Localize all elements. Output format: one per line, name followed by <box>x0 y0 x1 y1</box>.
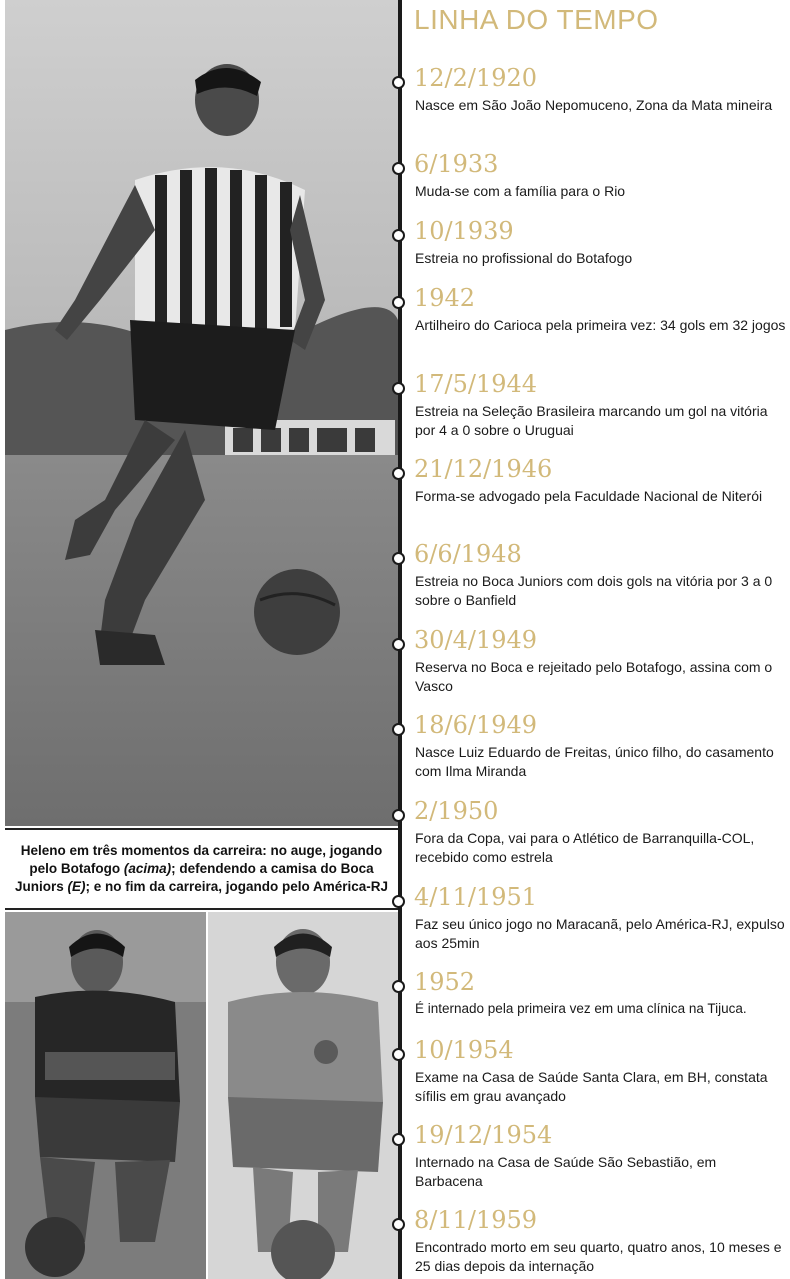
timeline-dot <box>392 809 405 822</box>
timeline-dot <box>392 895 405 908</box>
event-date: 6/1933 <box>414 150 499 178</box>
event-description: Estreia no Boca Juniors com dois gols na vitória por 3 a 0 sobre o Banfield <box>415 573 773 608</box>
event-date: 6/6/1948 <box>414 540 522 568</box>
timeline-dot <box>392 638 405 651</box>
event-description: Artilheiro do Carioca pela primeira vez: 34 gols em 32 jogos <box>415 317 786 333</box>
timeline-dot <box>392 382 405 395</box>
caption-text-5: ; e no fim da carreira, jogando pelo América-RJ <box>85 879 389 894</box>
timeline-title: LINHA DO TEMPO <box>414 4 659 35</box>
caption-text-3: ; defendendo a camisa do Boca Juniors <box>14 861 374 894</box>
event-description: Forma-se advogado pela Faculdade Nacional de Niterói <box>415 488 763 504</box>
event-description: É internado pela primeira vez em uma clínica na Tijuca. <box>415 1001 747 1016</box>
event-date: 4/11/1951 <box>414 883 538 911</box>
timeline-dot <box>392 1218 405 1231</box>
event-description: Faz seu único jogo no Maracanã, pelo América-RJ, expulso aos 25min <box>415 916 785 951</box>
caption-text-1: Heleno em três momentos da carreira: no auge, jogando pelo Botafogo <box>20 843 383 876</box>
event-description: Fora da Copa, vai para o Atlético de Barranquilla-COL, recebido como estrela <box>415 830 755 865</box>
event-description: Reserva no Boca e rejeitado pelo Botafogo, assina com o Vasco <box>415 659 773 694</box>
timeline-dot <box>392 162 405 175</box>
event-date: 1952 <box>414 968 476 996</box>
timeline-dot <box>392 723 405 736</box>
timeline-dot <box>392 1133 405 1146</box>
event-date: 12/2/1920 <box>414 64 538 92</box>
event-date: 17/5/1944 <box>414 370 538 398</box>
event-description: Encontrado morto em seu quarto, quatro anos, 10 meses e 25 dias depois da internação <box>415 1239 782 1274</box>
event-description: Exame na Casa de Saúde Santa Clara, em BH, constata sífilis em grau avançado <box>415 1069 768 1104</box>
event-date: 19/12/1954 <box>414 1121 553 1149</box>
event-description: Internado na Casa de Saúde São Sebastião, em Barbacena <box>415 1154 717 1189</box>
timeline-dot <box>392 76 405 89</box>
event-date: 8/11/1959 <box>414 1206 538 1234</box>
timeline-dot <box>392 552 405 565</box>
event-date: 21/12/1946 <box>414 455 553 483</box>
event-description: Estreia na Seleção Brasileira marcando um gol na vitória por 4 a 0 sobre o Uruguai <box>415 403 768 438</box>
event-description: Nasce em São João Nepomuceno, Zona da Mata mineira <box>415 97 773 113</box>
event-description: Nasce Luiz Eduardo de Freitas, único filho, do casamento com Ilma Miranda <box>415 744 774 779</box>
timeline-dot <box>392 296 405 309</box>
event-date: 30/4/1949 <box>414 626 538 654</box>
timeline-dot <box>392 1048 405 1061</box>
event-date: 18/6/1949 <box>414 711 538 739</box>
event-description: Muda-se com a família para o Rio <box>415 183 626 199</box>
timeline-dot <box>392 467 405 480</box>
timeline-dot <box>392 229 405 242</box>
event-description: Estreia no profissional do Botafogo <box>415 250 633 266</box>
event-date: 10/1954 <box>414 1036 514 1064</box>
event-date: 10/1939 <box>414 217 514 245</box>
timeline-dot <box>392 980 405 993</box>
event-date: 2/1950 <box>414 797 499 825</box>
event-date: 1942 <box>414 284 476 312</box>
caption-text-4: (E) <box>67 879 86 894</box>
caption-text-2: (acima) <box>123 861 172 876</box>
